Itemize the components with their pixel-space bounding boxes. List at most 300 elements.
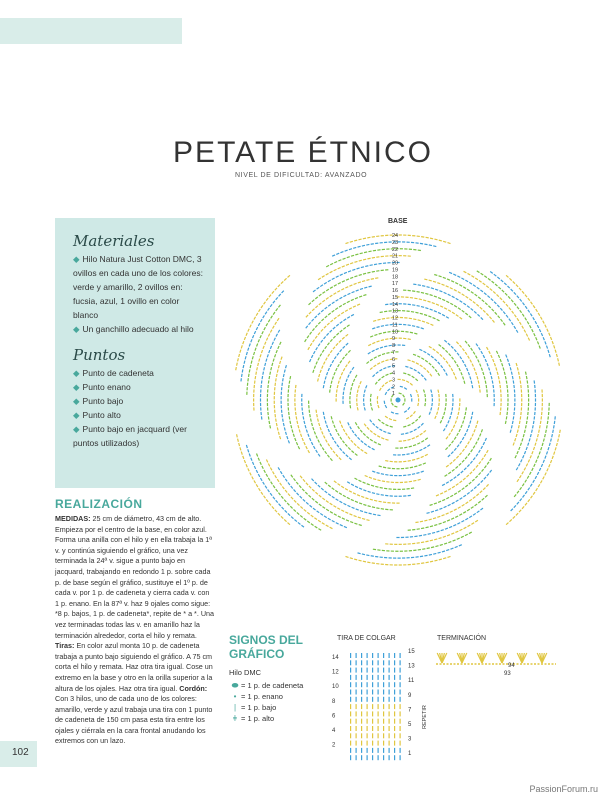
tira-stitch <box>389 675 390 680</box>
stitch-mark <box>421 374 424 377</box>
stitch-mark <box>376 507 379 509</box>
stitch-mark <box>473 513 476 516</box>
stitch-mark <box>324 381 326 384</box>
stitch-mark <box>271 363 273 366</box>
stitch-mark <box>538 484 541 487</box>
stitch-mark <box>342 258 345 260</box>
stitch-mark <box>370 430 373 433</box>
stitch-mark <box>247 328 249 331</box>
stitch-mark <box>280 471 283 474</box>
tira-stitch <box>389 719 390 724</box>
stitch-mark <box>266 323 269 326</box>
stitch-mark <box>351 299 354 301</box>
stitch-mark <box>284 427 286 430</box>
stitch-mark <box>408 495 411 497</box>
puntos-item: ◆ Punto de cadeneta <box>73 368 154 378</box>
stitch-mark <box>412 543 415 545</box>
tira-stitch <box>394 704 395 709</box>
stitch-mark <box>531 430 533 433</box>
stitch-mark <box>386 317 389 319</box>
stitch-mark <box>547 350 549 353</box>
stitch-mark <box>471 506 474 509</box>
stitch-mark <box>480 273 483 276</box>
stitch-mark <box>468 372 470 375</box>
stitch-mark <box>417 394 419 397</box>
stitch-mark <box>331 416 333 419</box>
stitch-mark <box>420 243 423 245</box>
stitch-mark <box>324 346 327 349</box>
stitch-mark <box>335 299 338 302</box>
stitch-mark <box>505 354 507 357</box>
stitch-mark <box>478 472 481 475</box>
stitch-mark <box>507 403 508 406</box>
stitch-mark <box>362 280 365 282</box>
stitch-mark <box>253 403 254 406</box>
stitch-mark <box>317 418 319 421</box>
stitch-mark <box>324 282 327 285</box>
stitch-mark <box>315 325 318 328</box>
stitch-mark <box>483 310 486 313</box>
stitch-mark <box>317 439 320 442</box>
stitch-mark <box>519 287 522 290</box>
stitch-mark <box>470 348 473 351</box>
stitch-mark <box>411 398 412 401</box>
tira-row-number: 12 <box>332 669 339 676</box>
stitch-mark <box>454 360 457 363</box>
stitch-mark <box>422 320 425 322</box>
tira-stitch <box>394 668 395 673</box>
stitch-mark <box>463 511 466 514</box>
stitch-mark <box>395 447 398 448</box>
tira-row-number: 10 <box>332 684 339 691</box>
term-row-number: 93 <box>504 671 511 677</box>
stitch-mark <box>273 337 275 340</box>
stitch-mark <box>349 307 352 310</box>
stitch-mark <box>311 355 314 358</box>
stitch-mark <box>381 235 384 237</box>
stitch-mark <box>550 337 552 340</box>
stitch-mark <box>355 501 358 503</box>
stitch-mark <box>484 376 486 379</box>
stitch-mark <box>452 539 455 541</box>
stitch-mark <box>274 414 276 417</box>
tira-stitch <box>378 668 379 673</box>
stitch-mark <box>375 381 378 384</box>
stitch-mark <box>484 275 487 278</box>
stitch-mark <box>324 491 327 494</box>
stitch-mark <box>399 255 402 256</box>
stitch-mark <box>281 387 283 390</box>
stitch-mark <box>252 462 254 465</box>
stitch-mark <box>334 284 337 287</box>
stitch-mark <box>434 274 437 276</box>
stitch-mark <box>299 429 301 432</box>
stitch-mark <box>465 534 468 537</box>
stitch-mark <box>543 438 545 441</box>
stitch-mark <box>421 541 424 543</box>
stitch-mark <box>377 249 380 251</box>
stitch-mark <box>261 380 263 383</box>
stitch-mark <box>514 314 517 317</box>
stitch-mark <box>470 308 473 311</box>
stitch-mark <box>470 461 473 464</box>
stitch-mark <box>329 271 332 274</box>
stitch-mark <box>507 394 508 397</box>
stitch-mark <box>414 536 417 538</box>
stitch-mark <box>424 520 427 522</box>
stitch-mark <box>470 489 473 492</box>
stitch-mark <box>419 449 422 451</box>
stitch-mark <box>513 416 515 419</box>
stitch-mark <box>459 480 462 483</box>
stitch-mark <box>381 270 384 272</box>
tira-stitch <box>367 704 368 709</box>
stitch-mark <box>335 490 338 493</box>
stitch-mark <box>403 372 406 374</box>
stitch-mark <box>411 557 414 558</box>
puntos-item: ◆ Punto enano <box>73 382 131 392</box>
stitch-mark <box>422 285 425 287</box>
stitch-mark <box>403 255 406 256</box>
stitch-mark <box>275 489 278 492</box>
tira-stitch <box>350 682 351 687</box>
stitch-mark <box>301 407 302 410</box>
tira-row-number: 8 <box>332 698 336 705</box>
stitch-mark <box>247 468 249 471</box>
stitch-mark <box>429 280 432 282</box>
stitch-mark <box>284 499 287 502</box>
stitch-mark <box>323 385 325 388</box>
stitch-mark <box>542 443 544 446</box>
stitch-mark <box>339 420 341 423</box>
stitch-mark <box>264 341 266 344</box>
stitch-mark <box>370 359 373 362</box>
stitch-mark <box>382 318 385 320</box>
stitch-mark <box>425 437 428 440</box>
tira-stitch <box>356 726 357 731</box>
stitch-mark <box>351 499 354 501</box>
stitch-mark <box>500 308 503 311</box>
stitch-mark <box>309 311 312 314</box>
ring-number: 1 <box>392 391 396 398</box>
stitch-mark <box>525 503 528 506</box>
stitch-mark <box>554 421 556 424</box>
stitch-mark <box>447 454 450 457</box>
stitch-mark <box>460 470 463 473</box>
tira-stitch <box>383 675 384 680</box>
stitch-mark <box>355 253 358 255</box>
stitch-mark <box>303 416 305 419</box>
stitch-mark <box>382 353 385 355</box>
stitch-mark <box>471 381 473 384</box>
stitch-mark <box>337 433 340 436</box>
stitch-mark <box>356 394 358 397</box>
stitch-mark <box>525 491 528 494</box>
stitch-mark <box>524 467 527 470</box>
stitch-mark <box>386 248 389 249</box>
stitch-mark <box>414 298 417 300</box>
stitch-mark <box>412 563 415 565</box>
stitch-mark <box>412 529 415 531</box>
stitch-mark <box>539 329 541 332</box>
stitch-mark <box>538 313 541 316</box>
stitch-mark <box>424 555 427 557</box>
stitch-mark <box>281 516 284 519</box>
stitch-mark <box>334 441 337 444</box>
stitch-mark <box>320 284 323 287</box>
stitch-mark <box>366 519 369 521</box>
stitch-mark <box>474 311 477 314</box>
stitch-mark <box>381 376 384 379</box>
stitch-mark <box>315 361 317 364</box>
stitch-mark <box>541 407 542 410</box>
stitch-mark <box>416 457 419 459</box>
stitch-mark <box>507 407 508 410</box>
stitch-mark <box>483 442 486 445</box>
tira-stitch <box>389 711 390 716</box>
stitch-mark <box>434 358 437 361</box>
stitch-mark <box>386 352 389 354</box>
stitch-mark <box>541 389 542 392</box>
stitch-mark <box>277 346 279 349</box>
stitch-mark <box>391 398 392 401</box>
stitch-mark <box>530 495 533 498</box>
stitch-mark <box>498 355 500 358</box>
stitch-mark <box>370 394 372 397</box>
stitch-mark <box>350 392 352 395</box>
stitch-mark <box>279 361 281 364</box>
stitch-mark <box>282 486 285 489</box>
stitch-mark <box>367 272 370 274</box>
stitch-mark <box>328 493 331 496</box>
stitch-mark <box>337 507 340 510</box>
stitch-mark <box>471 291 474 294</box>
stitch-mark <box>346 379 348 382</box>
puntos-item: ◆ Punto bajo <box>73 396 124 406</box>
stitch-mark <box>329 389 331 392</box>
stitch-mark <box>540 416 542 419</box>
stitch-mark <box>437 407 439 410</box>
stitch-mark <box>386 481 389 483</box>
tira-stitch <box>378 690 379 695</box>
stitch-mark <box>407 359 410 361</box>
stitch-mark <box>318 343 321 346</box>
stitch-mark <box>548 412 549 415</box>
tira-stitch <box>367 719 368 724</box>
stitch-mark <box>287 275 290 278</box>
stitch-mark <box>460 425 462 428</box>
stitch-mark <box>337 364 340 367</box>
stitch-mark <box>516 491 519 494</box>
stitch-mark <box>402 379 405 381</box>
stitch-mark <box>507 398 508 401</box>
stitch-mark <box>440 544 443 546</box>
stitch-mark <box>374 334 377 336</box>
stitch-mark <box>475 355 478 358</box>
stitch-mark <box>347 505 350 507</box>
tira-stitch <box>372 726 373 731</box>
tira-stitch <box>383 755 384 760</box>
stitch-mark <box>410 332 413 334</box>
legend-row: | = 1 p. bajo <box>229 702 303 713</box>
stitch-mark <box>318 294 321 297</box>
stitch-mark <box>514 494 517 497</box>
stitch-mark <box>512 376 514 379</box>
stitch-mark <box>340 251 343 253</box>
stitch-mark <box>366 361 369 364</box>
stitch-mark <box>318 332 321 335</box>
stitch-mark <box>409 249 412 250</box>
stitch-mark <box>459 452 462 455</box>
stitch-mark <box>262 371 264 374</box>
stitch-mark <box>504 372 506 375</box>
stitch-mark <box>445 528 448 530</box>
stitch-mark <box>426 512 429 514</box>
stitch-mark <box>379 333 382 335</box>
stitch-mark <box>424 243 427 245</box>
stitch-mark <box>350 521 353 523</box>
tira-stitch <box>350 733 351 738</box>
puntos-item: ◆ Punto bajo en jacquard (ver puntos utilizados) <box>73 424 187 448</box>
stitch-mark <box>491 308 494 311</box>
stitch-mark <box>385 338 388 340</box>
stitch-mark <box>537 455 539 458</box>
stitch-mark <box>481 299 484 302</box>
stitch-mark <box>530 434 532 437</box>
stitch-mark <box>433 245 436 247</box>
stitch-mark <box>287 482 290 485</box>
stitch-mark <box>520 380 522 383</box>
stitch-mark <box>302 499 305 502</box>
stitch-mark <box>411 422 414 425</box>
ring-number: 10 <box>392 329 399 336</box>
stitch-mark <box>281 414 283 417</box>
ring-number: 17 <box>392 281 399 288</box>
stitch-mark <box>436 304 439 306</box>
stitch-mark <box>303 509 306 512</box>
stitch-mark <box>378 501 381 503</box>
stitch-mark <box>415 378 418 381</box>
stitch-mark <box>409 367 412 369</box>
stitch-mark <box>511 372 513 375</box>
stitch-mark <box>336 333 339 336</box>
stitch-mark <box>259 335 261 338</box>
stitch-mark <box>443 536 446 538</box>
stitch-mark <box>394 544 397 545</box>
stitch-mark <box>480 289 483 292</box>
stitch-mark <box>347 293 350 295</box>
stitch-mark <box>499 380 501 383</box>
stitch-mark <box>434 238 437 240</box>
stitch-mark <box>370 335 373 337</box>
stitch-mark <box>416 542 419 544</box>
stitch-mark <box>514 403 515 406</box>
stitch-mark <box>522 495 525 498</box>
stitch-mark <box>334 261 337 263</box>
stitch-mark <box>306 502 309 505</box>
stitch-mark <box>278 432 280 435</box>
stitch-mark <box>527 321 530 324</box>
stitch-mark <box>432 302 435 304</box>
tira-stitch <box>394 755 395 760</box>
stitch-mark <box>447 242 450 244</box>
stitch-mark <box>456 341 459 344</box>
stitch-mark <box>519 509 522 512</box>
stitch-mark <box>500 394 501 397</box>
stitch-mark <box>468 482 471 485</box>
tira-stitch <box>350 748 351 753</box>
stitch-mark <box>527 487 530 490</box>
stitch-mark <box>382 480 385 482</box>
stitch-mark <box>476 304 479 307</box>
stitch-mark <box>544 472 547 475</box>
stitch-mark <box>274 322 277 325</box>
stitch-mark <box>515 513 518 516</box>
stitch-mark <box>507 285 510 288</box>
tira-stitch <box>378 726 379 731</box>
stitch-mark <box>521 398 522 401</box>
tira-stitch <box>389 697 390 702</box>
stitch-mark <box>389 488 392 489</box>
stitch-mark <box>485 302 488 305</box>
stitch-mark <box>302 488 305 491</box>
stitch-mark <box>465 313 468 316</box>
stitch-mark <box>284 369 286 372</box>
stitch-mark <box>512 281 515 284</box>
stitch-mark <box>413 480 416 482</box>
stitch-mark <box>423 299 426 301</box>
tira-stitch <box>394 733 395 738</box>
materials-item: ◆ Un ganchillo adecuado al hilo <box>73 324 194 334</box>
stitch-mark <box>335 307 338 310</box>
stitch-mark <box>263 301 266 304</box>
stitch-mark <box>358 281 361 283</box>
stitch-mark <box>398 392 401 394</box>
stitch-mark <box>458 307 461 310</box>
stitch-mark <box>423 447 426 450</box>
stitch-mark <box>413 444 416 446</box>
stitch-mark <box>330 511 333 514</box>
stitch-mark <box>274 287 277 290</box>
stitch-mark <box>487 394 488 397</box>
stitch-mark <box>473 445 476 448</box>
stitch-mark <box>348 270 351 272</box>
stitch-mark <box>478 380 480 383</box>
stitch-mark <box>540 447 542 450</box>
stitch-mark <box>448 444 451 447</box>
stitch-mark <box>452 398 453 401</box>
stitch-mark <box>329 330 332 333</box>
stitch-mark <box>521 325 524 328</box>
stitch-mark <box>377 396 379 399</box>
tira-stitch <box>367 660 368 665</box>
stitch-mark <box>276 350 278 353</box>
stitch-mark <box>400 386 403 388</box>
stitch-mark <box>439 508 442 510</box>
stitch-mark <box>541 412 542 415</box>
stitch-mark <box>363 489 366 491</box>
stitch-mark <box>289 376 291 379</box>
stitch-mark <box>351 450 354 453</box>
stitch-mark <box>353 379 355 382</box>
stitch-mark <box>333 450 336 453</box>
stitch-mark <box>335 522 338 524</box>
stitch-mark <box>427 547 430 549</box>
tira-stitch <box>356 711 357 716</box>
stitch-mark <box>333 269 336 271</box>
stitch-mark <box>249 343 251 346</box>
stitch-mark <box>363 561 366 563</box>
